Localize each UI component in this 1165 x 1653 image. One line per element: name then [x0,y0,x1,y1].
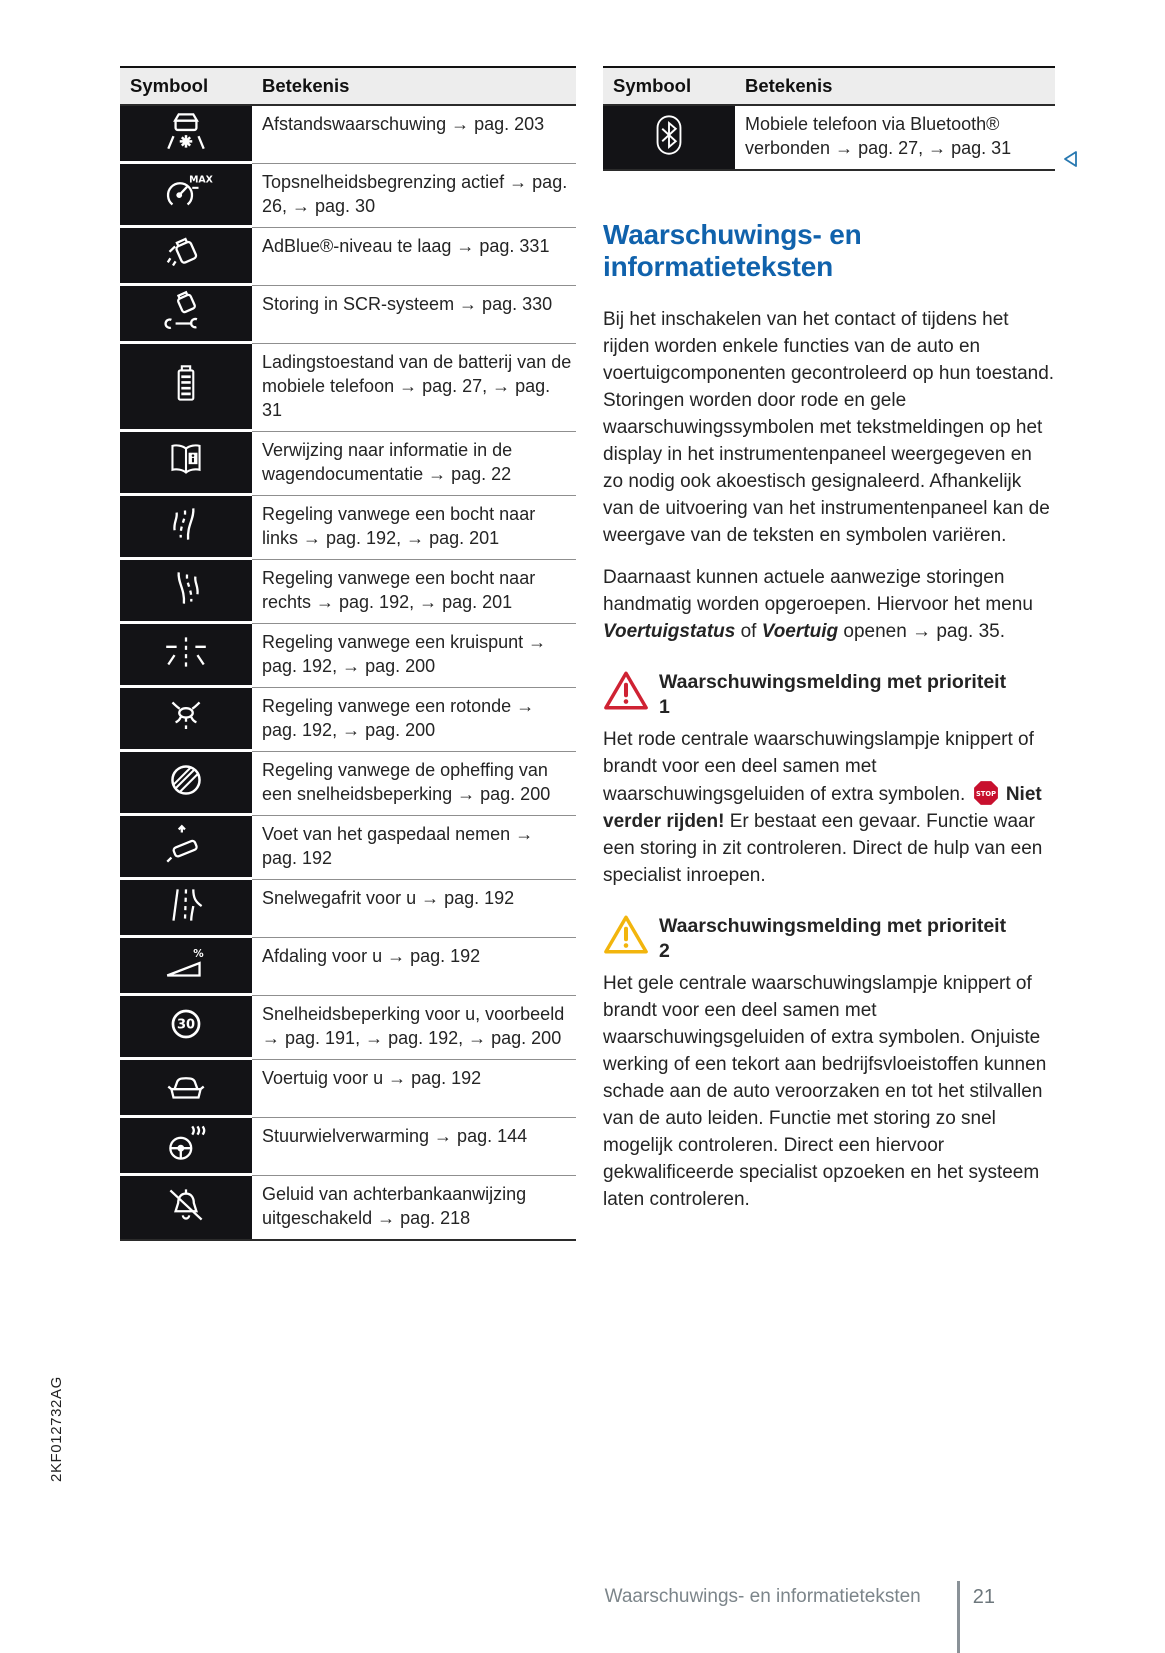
symbol-cell [120,432,252,496]
meaning-text: Voet van het gaspedaal nemen → pag. 192 [262,824,534,868]
warning-triangle-red-icon [603,669,649,712]
table-row [120,938,576,996]
meaning-cell [252,560,576,624]
table-row [120,496,576,560]
svg-text:30: 30 [176,1017,196,1033]
meaning-text: Stuurwielverwarming → pag. 144 [262,1126,528,1146]
warning-priority-1 [603,669,1055,889]
symbol-cell [120,106,252,164]
motorway-exit-icon [158,880,214,935]
table-header-row [120,68,576,106]
meaning-text: Storing in SCR-systeem → pag. 330 [262,294,553,314]
owner-manual-info-icon [158,435,214,490]
meaning-text: Ladingstoestand van de batterij van de mobiele telefoon → pag. 27, → pag. 31 [262,352,572,420]
symbol-cell [120,286,252,344]
left-symbol-table [120,66,576,1241]
left-column [120,66,576,1241]
meaning-cell [252,688,576,752]
meaning-column-header: Betekenis [262,75,350,96]
symbol-cell [120,164,252,228]
speed-limit-30-icon [158,999,214,1054]
table-header-row [603,68,1055,106]
meaning-cell [252,816,576,880]
svg-text:STOP: STOP [975,789,996,798]
meaning-text: Topsnelheidsbegrenzing actief → pag. 26, → pag. 30 [262,172,568,216]
text-segment: of [735,621,762,642]
table-row [120,560,576,624]
table-row [120,1176,576,1239]
meaning-cell [252,344,576,432]
meaning-text: Regeling vanwege een bocht naar rechts → pag. 192, → pag. 201 [262,568,536,612]
table-row [603,106,1055,169]
symbol-cell [120,938,252,996]
meaning-text: Regeling vanwege een rotonde → pag. 192, → pag. 200 [262,696,535,740]
text-segment: Voertuigstatus [603,621,736,642]
table-row [120,880,576,938]
text-segment: Niet verder rijden! [603,784,1042,832]
text-segment: Voertuig [761,621,839,642]
side-print-code: 2KF012732AG [48,1376,65,1482]
table-row [120,286,576,344]
paragraph: Bij het inschakelen van het contact of tijdens het rijden worden enkele functies van de auto en voertuigcomponenten gecontroleerd op hun toestand. Storingen worden door rode en gele waarschuwingssymbolen met tekstmeldingen op het display in het instrumentenpaneel weergegeven en zo nodig ook akoestisch gesignaleerd. Afhankelijk van de uitvoering van het instrumentenpaneel kan de weergave van de teksten en symbolen variëren. [603,309,1055,546]
junction-icon [158,627,214,682]
warning-title: Waarschuwingsmelding met prioriteit 1 [659,671,1007,718]
meaning-cell [252,164,576,228]
right-column [603,66,1055,1232]
symbol-cell [120,496,252,560]
meaning-cell [252,880,576,938]
meaning-column-header: Betekenis [745,75,833,96]
symbol-column-header: Symbool [613,75,692,96]
table-row [120,624,576,688]
meaning-text: Snelheidsbeperking voor u, voorbeeld → pag. 191, → pag. 192, → pag. 200 [262,1004,565,1048]
release-accelerator-icon [158,819,214,874]
symbol-cell [120,996,252,1060]
table-row [120,996,576,1060]
symbol-cell [120,1176,252,1239]
svg-text:MAX: MAX [189,174,213,186]
table-row [120,1060,576,1118]
meaning-cell [252,624,576,688]
text-segment: openen → pag. 35. [838,621,1006,642]
phone-battery-icon [158,359,214,414]
meaning-text: Snelwegafrit voor u → pag. 192 [262,888,515,908]
symbol-cell [120,752,252,816]
distance-warning-icon [158,106,214,161]
table-row [120,106,576,164]
warning-priority-2 [603,913,1055,1213]
footer-page-number: 21 [972,1586,995,1608]
curve-right-icon [158,563,214,618]
meaning-text: Afstandswaarschuwing → pag. 203 [262,114,545,134]
meaning-cell [252,106,576,164]
symbol-cell [120,624,252,688]
derestriction-icon [158,755,214,810]
meaning-cell [252,1060,576,1118]
meaning-cell [252,938,576,996]
right-table-body [603,106,1055,169]
meaning-text: Geluid van achterbankaanwijzing uitgeschakeld → pag. 218 [262,1184,527,1228]
table-row [120,432,576,496]
meaning-cell [252,1118,576,1176]
symbol-cell [603,106,735,169]
footer-divider [957,1581,960,1653]
vehicle-ahead-icon [158,1060,214,1115]
text-segment: Daarnaast kunnen actuele aanwezige storingen handmatig worden opgeroepen. Hiervoor het menu [603,567,1033,615]
svg-text:%: % [193,947,204,960]
meaning-cell [252,496,576,560]
meaning-cell [735,106,1055,169]
table-row [120,816,576,880]
roundabout-icon [158,691,214,746]
meaning-cell [252,228,576,286]
symbol-cell [120,688,252,752]
warning-body [603,726,1055,889]
meaning-text: Regeling vanwege een bocht naar links → pag. 192, → pag. 201 [262,504,536,548]
table-row [120,1118,576,1176]
warning-body: Het gele centrale waarschuwingslampje knippert of brandt voor een deel samen met waarschuwingsgeluiden of extra symbolen. Onjuiste werking of een tekort aan bedrijfsvloeistoffen kunnen schade aan de auto veroorzaken en tot het stilvallen van de auto leiden. Functie met storing zo snel mogelijk controleren. Direct een hiervoor gekwalificeerde specialist opzoeken en het systeem laten controleren. [603,973,1047,1210]
symbol-column-header: Symbool [130,75,209,96]
meaning-text: AdBlue®-niveau te laag → pag. 331 [262,236,550,256]
symbol-cell [120,816,252,880]
page-footer [605,1585,995,1653]
text-segment: Het rode centrale waarschuwingslampje knippert of brandt voor een deel samen met waarschuwingsgeluiden of extra symbolen. [603,729,1034,805]
warning-header [603,669,1055,720]
meaning-text: Verwijzing naar informatie in de wagendocumentatie → pag. 22 [262,440,513,484]
table-row [120,344,576,432]
meaning-cell [252,1176,576,1239]
speed-limiter-max-icon [158,167,214,222]
meaning-text: Mobiele telefoon via Bluetooth® verbonden → pag. 27, → pag. 31 [745,114,1012,158]
curve-left-icon [158,499,214,554]
meaning-cell [252,752,576,816]
adblue-level-low-icon [158,228,214,283]
symbol-cell [120,560,252,624]
warning-triangle-yellow-icon [603,913,649,956]
table-row [120,688,576,752]
paragraph [603,564,1055,645]
footer-section-title: Waarschuwings- en informatieteksten [604,1586,921,1607]
meaning-text: Regeling vanwege de opheffing van een snelheidsbeperking → pag. 200 [262,760,551,804]
meaning-cell [252,286,576,344]
symbol-cell [120,228,252,286]
table-row [120,228,576,286]
bluetooth-icon [641,110,697,165]
rear-seat-chime-off-icon [158,1180,214,1235]
text-segment: Er bestaat een gevaar. Functie waar een storing in zit controleren. Direct de hulp van een specialist inroepen. [603,811,1043,886]
left-table-body [120,106,576,1239]
meaning-text: Afdaling voor u → pag. 192 [262,946,481,966]
meaning-cell [252,432,576,496]
symbol-cell [120,880,252,938]
scr-system-fault-icon [158,286,214,341]
steering-wheel-heating-icon [158,1118,214,1173]
table-row [120,164,576,228]
symbol-cell [120,1118,252,1176]
symbol-cell [120,344,252,432]
page-title: Waarschuwings- en informatieteksten [603,219,862,282]
right-symbol-table [603,66,1055,171]
meaning-cell [252,996,576,1060]
warning-title: Waarschuwingsmelding met prioriteit 2 [659,915,1007,962]
meaning-text: Regeling vanwege een kruispunt → pag. 192, → pag. 200 [262,632,547,676]
symbol-cell [120,1060,252,1118]
meaning-text: Voertuig voor u → pag. 192 [262,1068,482,1088]
table-row [120,752,576,816]
warning-header [603,913,1055,964]
continued-marker-icon [1061,149,1081,169]
stop-sign-icon [971,784,1001,805]
downhill-gradient-icon [158,938,214,993]
